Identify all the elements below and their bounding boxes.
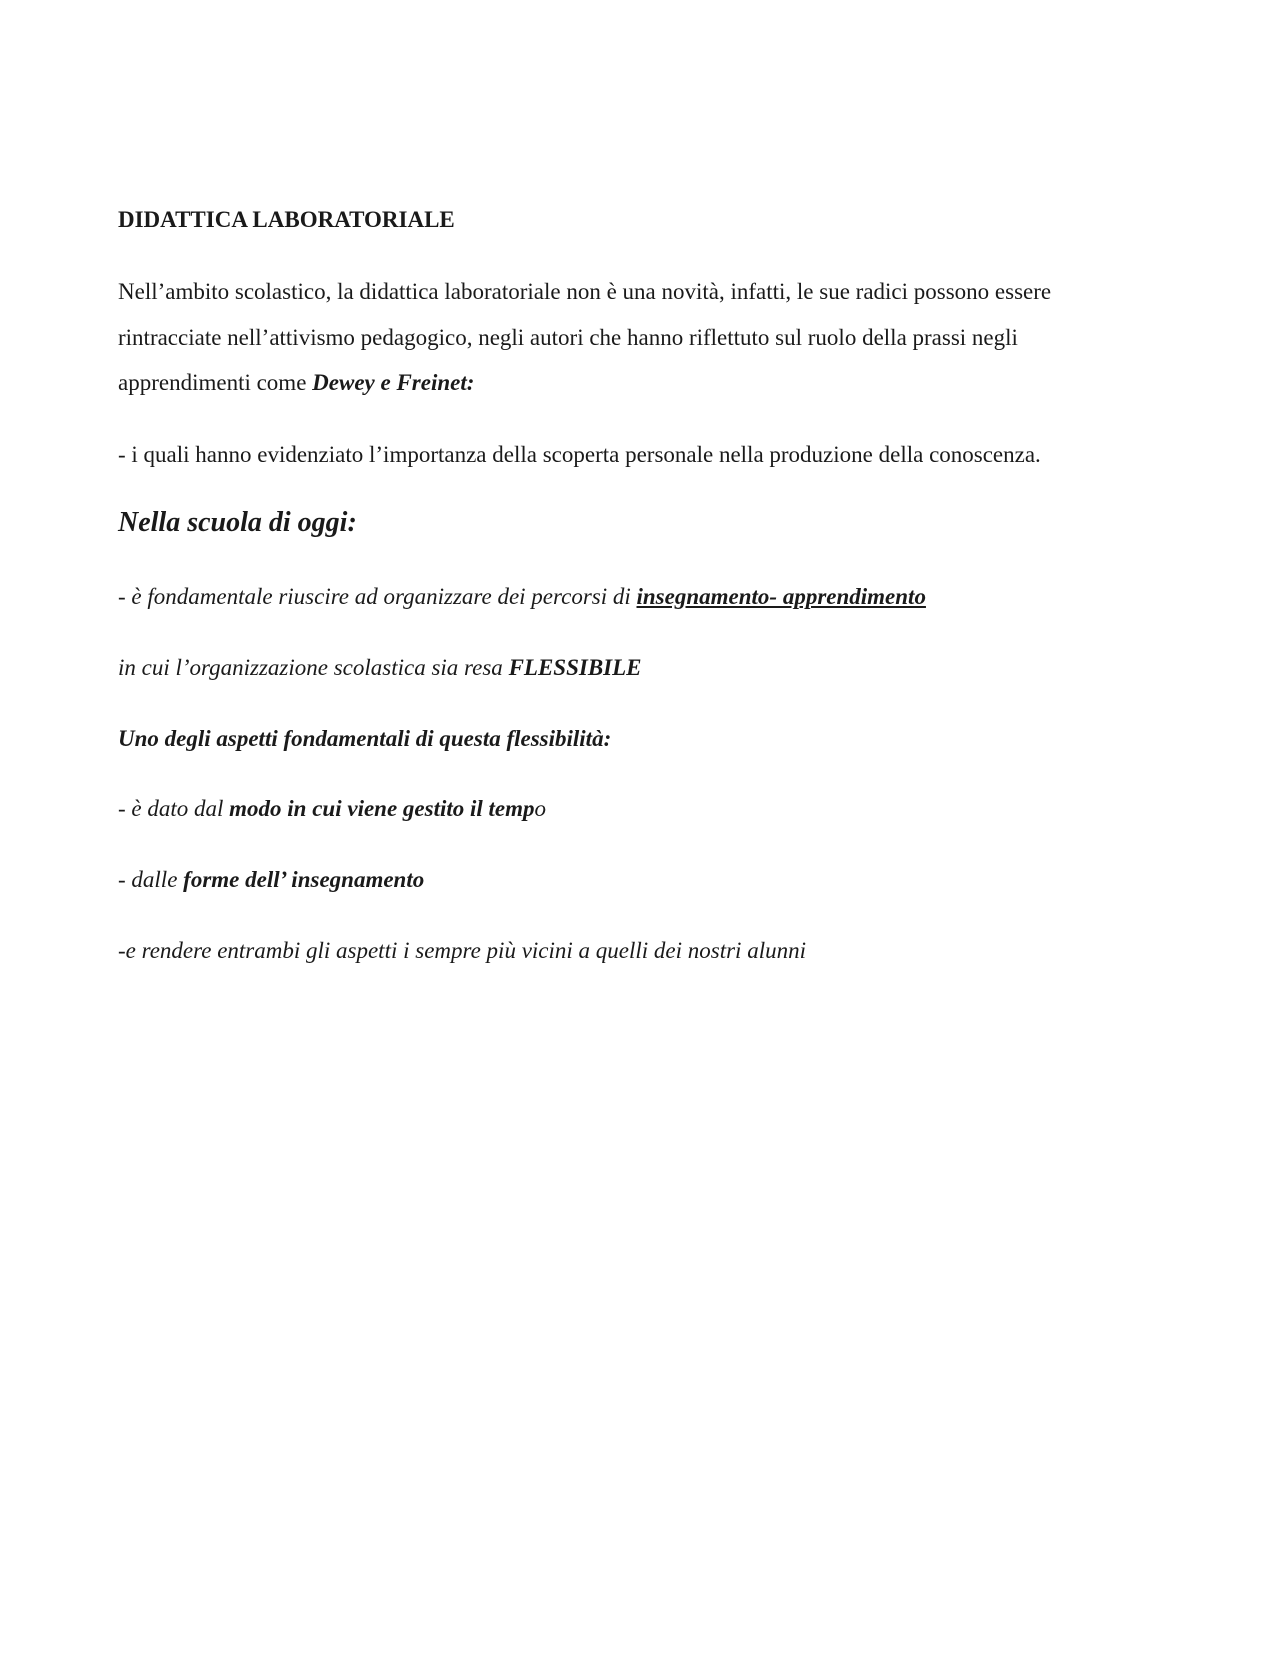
list-item-5: -e rendere entrambi gli aspetti i sempre più vicini a quelli dei nostri alunni	[118, 938, 806, 963]
list-item-2-text: in cui l’organizzazione scolastica sia resa	[118, 655, 509, 680]
list-item-1	[118, 582, 926, 612]
list-item-3	[118, 794, 546, 824]
list-item-4	[118, 865, 424, 895]
list-item-3-emphasis: modo in cui viene gestito il temp	[229, 796, 535, 821]
list-item-3-text: - è dato dal	[118, 796, 230, 821]
list-item-4-emphasis: forme dell’ insegnamento	[183, 867, 425, 892]
intro-line-1: Nell’ambito scolastico, la didattica laboratoriale non è una novità, infatti, le sue radici possono essere	[118, 279, 1052, 304]
intro-line-3	[118, 368, 474, 398]
list-item-2-emphasis: FLESSIBILE	[508, 655, 642, 680]
list-item-4-text: - dalle	[118, 867, 184, 892]
subheading: Uno degli aspetti fondamentali di questa flessibilità:	[118, 726, 612, 751]
intro-line-3-text: apprendimenti come	[118, 370, 313, 395]
intro-line-2: rintracciate nell’attivismo pedagogico, negli autori che hanno riflettuto sul ruolo della prassi negli	[118, 325, 1018, 350]
list-item-1-emphasis: insegnamento- apprendimento	[636, 584, 926, 609]
list-item-1-text: - è fondamentale riuscire ad organizzare dei percorsi di	[118, 584, 637, 609]
authors-emphasis: Dewey e Freinet:	[312, 370, 475, 395]
list-item-2	[118, 653, 642, 683]
section-heading: Nella scuola di oggi:	[118, 507, 357, 538]
intro-line-4: - i quali hanno evidenziato l’importanza della scoperta personale nella produzione della conoscenza.	[118, 442, 1041, 467]
document-title: DIDATTICA LABORATORIALE	[118, 207, 455, 232]
list-item-3-tail: o	[534, 796, 547, 821]
